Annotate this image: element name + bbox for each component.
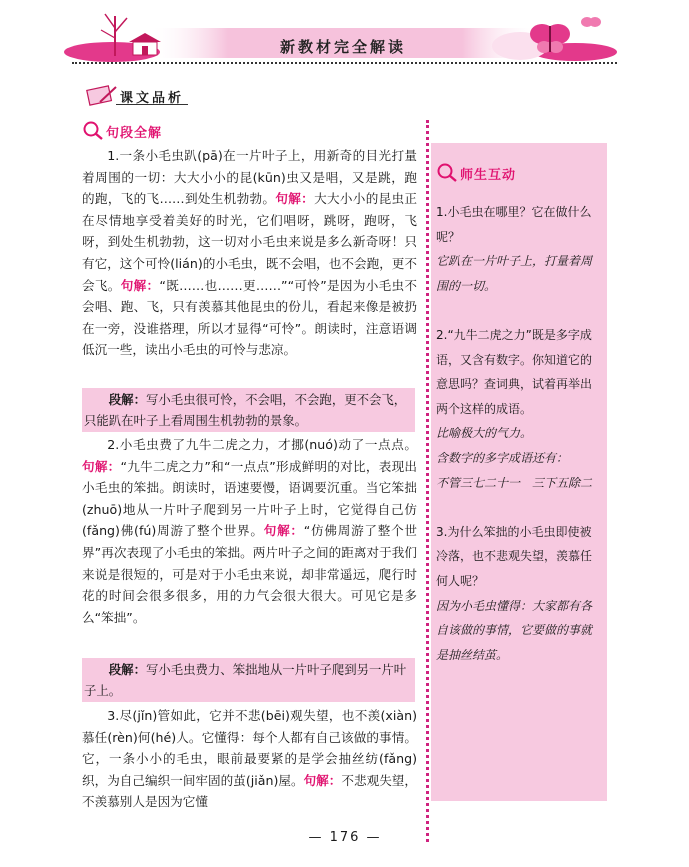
para1-text-c: “既……也……更……”“可怜”是因为小毛虫不会唱、跑、飞，只有羡慕其他昆虫的份儿，看起来像是被扔在一旁，没谁搭理，所以才显得“可怜”。朗读时，注意语调低沉一些，读出小毛虫的可怜与悲凉。 (82, 277, 417, 358)
side-panel (431, 143, 607, 801)
summary1-text: 写小毛虫很可怜，不会唱，不会跑，更不会飞，只能趴在叶子上看周围生机勃勃的景象。 (84, 392, 407, 428)
butterfly-icon-small (580, 14, 602, 32)
section-title-text: 课文品析 (120, 91, 185, 106)
paragraph-2 (82, 434, 417, 628)
paragraph-3 (82, 705, 417, 813)
para3-label-a: 句解： (303, 772, 342, 788)
question-2: 2.“九牛二虎之力”既是多字成语，又含有数字。你知道它的意思吗？查词典，试着再举出两个这样的成语。 (436, 327, 593, 416)
summary-1 (82, 388, 415, 432)
para2-label-b: 句解： (263, 523, 304, 539)
para2-label-a: 句解： (82, 458, 121, 474)
para2-text-a: 2.小毛虫费了九牛二虎之力，才挪(nuó)动了一点点。 (107, 437, 417, 452)
para3-text-a: 3.尽(jǐn)管如此，它并不悲(bēi)观失望，也不羡(xiàn)慕任(rèn)何(hé)人。它懂得：每个人都有自己该做的事情。它，一条小小的毛虫，眼前最要紧的是学会抽丝纺(fǎng)织，为自己编织一间牢固的茧(jiǎn)屋。 (82, 708, 417, 788)
para3-text-b: 不悲观失望，不羡慕别人是因为它懂 (82, 772, 417, 810)
subhead-text: 句段全解 (106, 126, 163, 141)
answer-1: 它趴在一片叶子上，打量着周围的一切。 (436, 254, 593, 293)
para1-text-a: 1.一条小毛虫趴(pā)在一片叶子上，用新奇的目光打量着周围的一切：大大小小的昆(kūn)虫又是唱，又是跳，跑的跑，飞的飞……到处生机勃勃。 (82, 148, 417, 207)
section-title-underline (116, 104, 188, 105)
answer-2: 比喻极大的气力。 (436, 426, 533, 441)
summary-2 (82, 658, 415, 702)
page-number: — 176 — (308, 830, 382, 845)
paragraph-1 (82, 145, 417, 361)
header-title: 新教材完全解读 (279, 38, 406, 56)
answer-2b: 含数字的多字成语还有： (436, 450, 569, 465)
para2-text-b: “九牛二虎之力”和“一点点”形成鲜明的对比，表现出小毛虫的笨拙。朗读时，语速要慢，语调要沉重。当它笨拙(zhuō)地从一片叶子爬到另一片叶子上时，它觉得自己仿(fǎng)佛(fú)周游了整个世界。 (82, 458, 418, 539)
pencil-note-icon (86, 84, 118, 106)
header-divider (72, 62, 617, 64)
para1-label-a: 句解： (275, 191, 315, 207)
question-1: 1.小毛虫在哪里？它在做什么呢？ (436, 205, 592, 244)
summary2-label: 段解： (108, 662, 146, 677)
summary2-text: 写小毛虫费力、笨拙地从一片叶子爬到另一片叶子上。 (84, 662, 407, 698)
question-3: 3.为什么笨拙的小毛虫即使被冷落，也不悲观失望，羡慕任何人呢？ (436, 524, 593, 588)
column-divider (426, 120, 429, 842)
magnifier-icon (436, 163, 458, 183)
answer-2c: 不管三七二十一 三下五除二 (436, 475, 593, 490)
house-icon (127, 32, 163, 56)
side-subhead-text: 师生互动 (460, 168, 517, 183)
para2-text-c: “仿佛周游了整个世界”再次表现了小毛虫的笨拙。两片叶子之间的距离对于我们来说是很短的，可是对于小毛虫来说，却非常遥远，爬行时花的时间会很多很多，用的力气会很大很大。可见它是多么“笨拙”。 (82, 523, 418, 625)
para1-label-b: 句解： (120, 277, 160, 293)
side-content (436, 200, 602, 667)
magnifier-icon (82, 121, 104, 141)
summary1-label: 段解： (108, 392, 146, 407)
answer-3: 因为小毛虫懂得：大家都有各自该做的事情，它要做的事就是抽丝结茧。 (436, 598, 593, 662)
para1-text-b: 大大小小的昆虫正在尽情地享受着美好的时光，它们唱呀，跳呀，跑呀，飞呀，到处生机勃勃，这一切对小毛虫来说是多么新奇呀！只有它，这个可怜(lián)的小毛虫，既不会唱，也不会跑，更不会飞。 (82, 191, 418, 293)
page-header (0, 0, 689, 72)
butterfly-icon (528, 20, 572, 56)
